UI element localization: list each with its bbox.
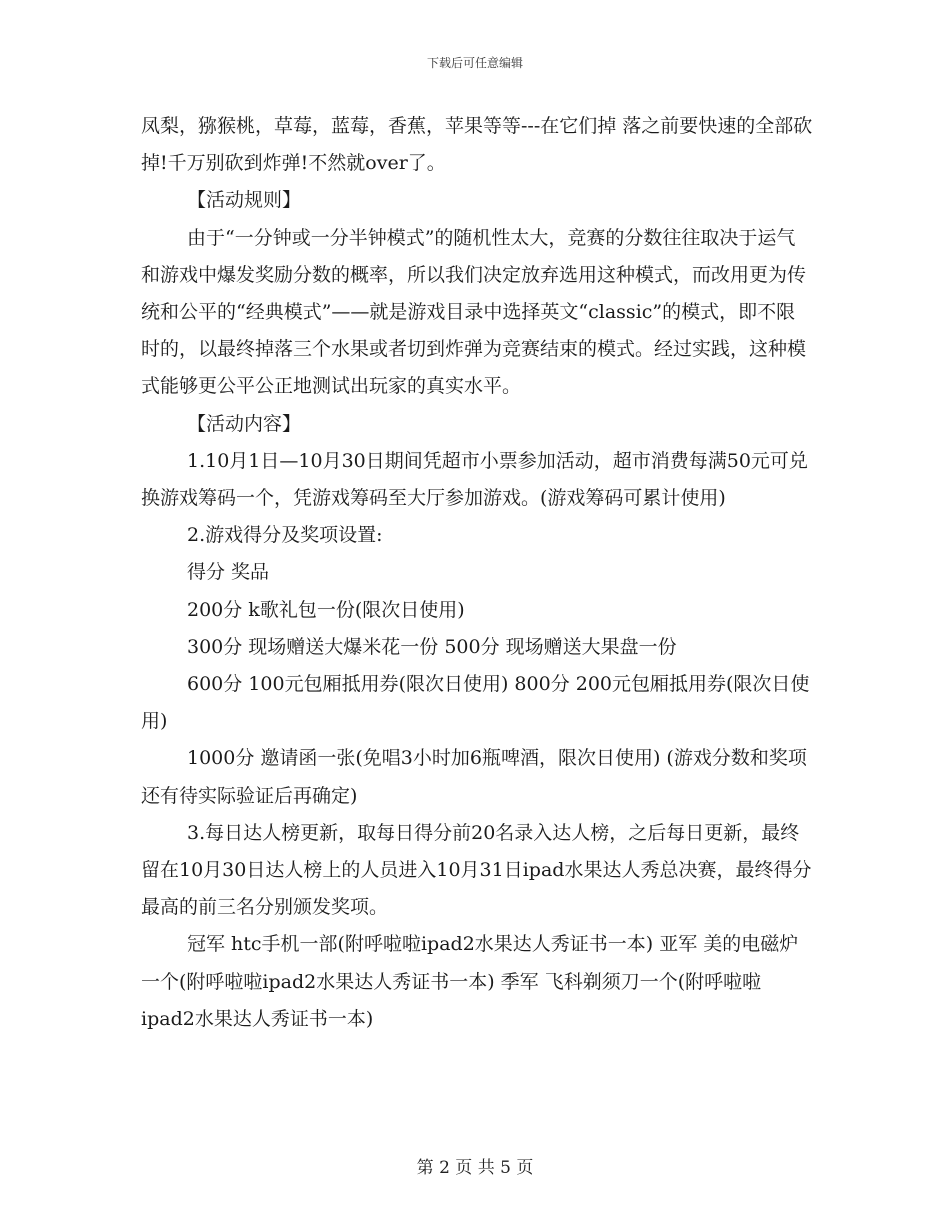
prize-line-1000: 1000分 邀请函一张(免唱3小时加6瓶啤酒，限次日使用) (游戏分数和奖项还有待实际验证后再确定) (141, 747, 807, 807)
section-heading-content: 【活动内容】 (187, 412, 302, 435)
paragraph-item-2: 2.游戏得分及奖项设置: (187, 524, 383, 547)
paragraph-rules: 由于“一分钟或一分半钟模式”的随机性太大，竞赛的分数往往取决于运气和游戏中爆发奖励分数的概率，所以我们决定放弃选用这种模式，而改用更为传统和公平的“经典模式”——就是游戏目录中选择英文“classic”的模式，即不限时的，以最终掉落三个水果或者切到炸弹为竞赛结束的模式。经过实践，这种模式能够更公平公正地测试出玩家的真实水平。 (141, 226, 807, 398)
section-heading-rules: 【活动规则】 (187, 189, 302, 212)
paragraph-final-prizes: 冠军 htc手机一部(附呼啦啦ipad2水果达人秀证书一本) 亚军 美的电磁炉一个(附呼啦啦ipad2水果达人秀证书一本) 季军 飞科剃须刀一个(附呼啦啦ipad2水果达人秀证书一本) (141, 933, 799, 1030)
paragraph-item-3: 3.每日达人榜更新，取每日得分前20名录入达人榜，之后每日更新，最终留在10月30日达人榜上的人员进入10月31日ipad水果达人秀总决赛，最终得分 最高的前三名分别颁发奖项。 (141, 821, 812, 919)
paragraph-intro: 凤梨，猕猴桃，草莓，蓝莓，香蕉，苹果等等---在它们掉 落之前要快速的全部砍掉!千万别砍到炸弹!不然就over了。 (141, 115, 813, 175)
document-body (141, 108, 813, 1038)
prize-table-header: 得分 奖品 (187, 561, 270, 584)
prize-line-200: 200分 k歌礼包一份(限次日使用) (187, 598, 465, 621)
page-footer: 第 2 页 共 5 页 (416, 1158, 534, 1178)
paragraph-item-1: 1.10月1日—10月30日期间凭超市小票参加活动，超市消费每满50元可兑换游戏筹码一个，凭游戏筹码至大厅参加游戏。(游戏筹码可累计使用) (141, 449, 808, 510)
prize-line-300-500: 300分 现场赠送大爆米花一份 500分 现场赠送大果盘一份 (187, 635, 677, 658)
page-header: 下载后可任意编辑 (426, 56, 523, 70)
prize-line-600-800: 600分 100元包厢抵用券(限次日使用) 800分 200元包厢抵用券(限次日使用) (141, 673, 810, 733)
